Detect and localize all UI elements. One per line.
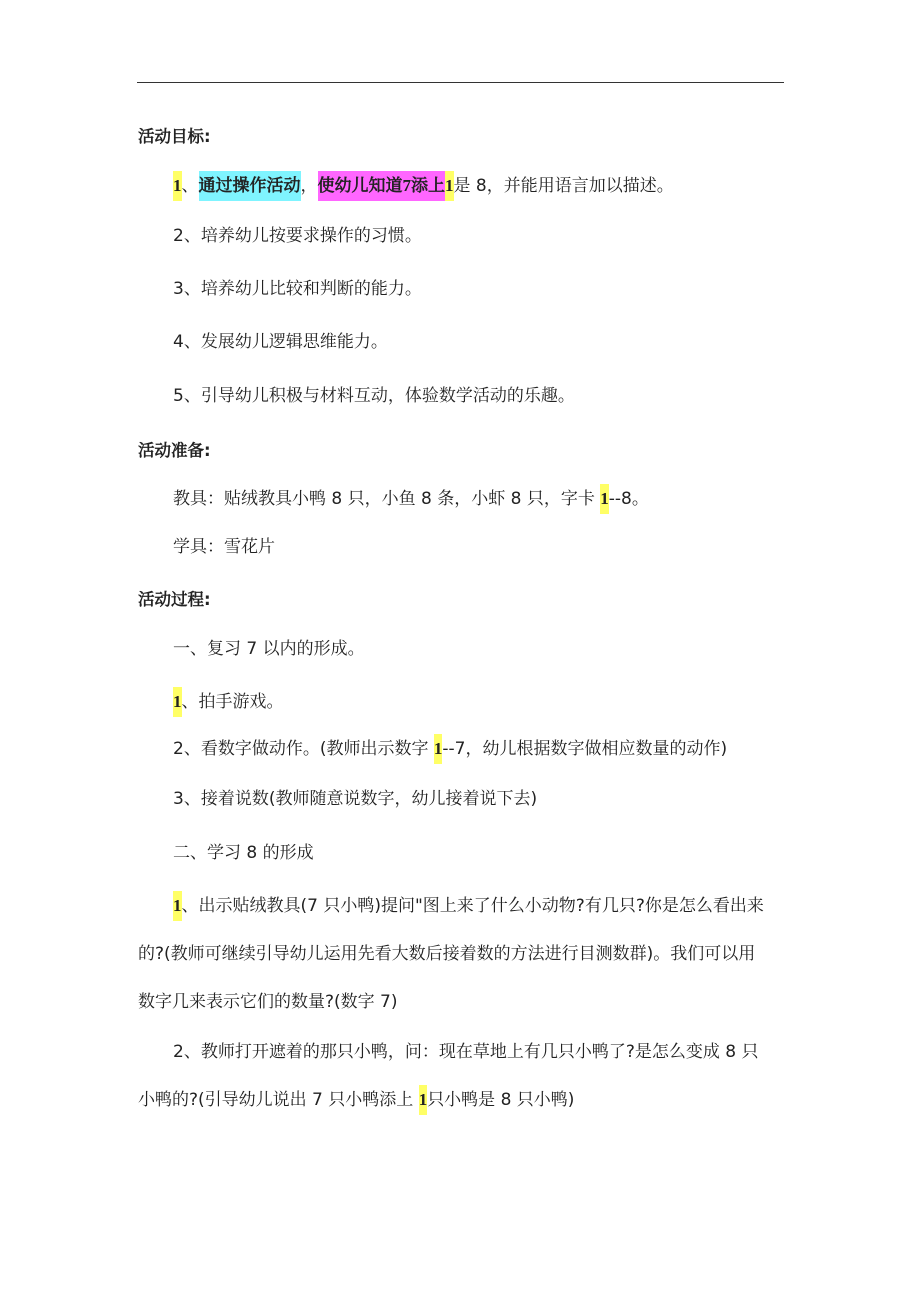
process-step-1: 一、复习 7 以内的形成。 [173,639,365,659]
process-step-1-2-text: 2、看数字做动作。(教师出示数字 [173,739,434,759]
heading-goals: 活动目标: [138,127,211,146]
prep-teacher-highlight: 1 [600,484,609,514]
process-para-2-text: 小鸭的?(引导幼儿说出 7 只小鸭添上 [138,1090,419,1110]
process-para-1-text: 、出示贴绒教具(7 只小鸭)提问"图上来了什么小动物?有几只?你是怎么看出来 [181,896,764,916]
process-para-2-line-1: 2、教师打开遮着的那只小鸭，问：现在草地上有几只小鸭了?是怎么变成 8 只 [173,1042,759,1062]
goal-1-rest: 是 8，并能用语言加以描述。 [453,176,674,196]
prep-teacher-range: --8。 [608,489,649,509]
goal-4: 4、发展幼儿逻辑思维能力。 [173,332,388,352]
process-step-1-1 [173,686,284,718]
process-para-1-line-3: 数字几来表示它们的数量?(数字 7) [138,992,398,1012]
process-step-2: 二、学习 8 的形成 [173,843,314,863]
goal-1-highlight-magenta [318,171,446,201]
header-rule [137,82,784,83]
process-para-1-line-1 [173,890,764,922]
process-para-1-line-2: 的?(教师可继续引导幼儿运用先看大数后接着数的方法进行目测数群)。我们可以用 [138,944,756,964]
process-step-1-2 [173,733,727,765]
goal-5: 5、引导幼儿积极与材料互动，体验数学活动的乐趣。 [173,386,575,406]
process-step-1-2-rest: --7，幼儿根据数字做相应数量的动作) [442,739,728,759]
goal-1 [173,170,674,202]
goal-1-magenta-text-a: 使幼儿知道 [317,176,403,196]
goal-3: 3、培养幼儿比较和判断的能力。 [173,279,422,299]
heading-process: 活动过程: [138,590,211,609]
goal-1-magenta-num: 7 [402,176,411,195]
goal-1-sep: 、 [181,176,199,196]
goal-1-number: 1 [173,171,182,201]
process-para-2-line-2 [138,1084,574,1116]
goal-1-magenta-text-b: 添上 [411,176,445,196]
process-step-1-2-highlight: 1 [434,734,443,764]
process-para-2-rest: 只小鸭是 8 只小鸭) [427,1090,575,1110]
process-step-1-3: 3、接着说数(教师随意说数字，幼儿接着说下去) [173,789,538,809]
process-step-1-1-highlight: 1 [173,687,182,717]
goal-1-highlight-yellow: 1 [445,171,454,201]
process-para-1-highlight: 1 [173,891,182,921]
goal-1-highlight-cyan: 通过操作活动 [199,171,301,201]
heading-prep: 活动准备: [138,441,211,460]
process-step-1-1-text: 、拍手游戏。 [181,692,284,712]
prep-student: 学具：雪花片 [173,537,275,557]
prep-teacher [173,483,649,515]
goal-2: 2、培养幼儿按要求操作的习惯。 [173,226,422,246]
prep-teacher-text: 教具：贴绒教具小鸭 8 只，小鱼 8 条，小虾 8 只，字卡 [173,489,601,509]
goal-1-comma: ， [300,176,318,196]
process-para-2-highlight: 1 [419,1085,428,1115]
